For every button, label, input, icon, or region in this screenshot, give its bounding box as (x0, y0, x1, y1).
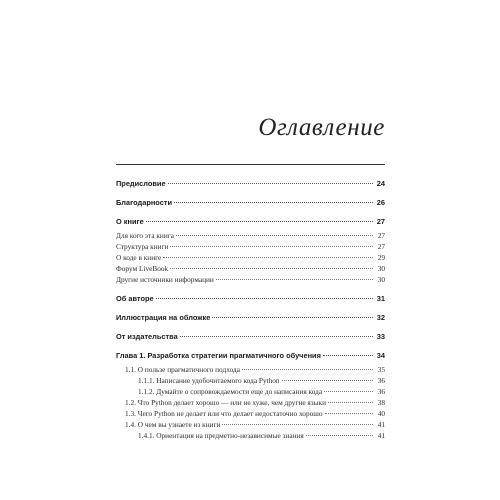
toc-entry-page: 36 (377, 387, 385, 396)
toc-entry-audience[interactable] (116, 231, 385, 241)
dot-leader (328, 402, 373, 403)
toc-entry-title: О коде в книге (116, 253, 162, 262)
toc-entry-section-1-1-2[interactable] (138, 387, 385, 397)
toc-entry-title: 1.4.1. Ориентация на предметно-независимые знания (138, 431, 304, 440)
dot-leader (170, 268, 373, 269)
toc-entry-page: 31 (376, 294, 385, 303)
toc-entry-title: Глава 1. Разработка стратегии прагматичного обучения (116, 351, 321, 360)
top-rule (116, 164, 385, 165)
toc-entry-other-sources[interactable] (116, 275, 385, 285)
toc-entry-chapter-1[interactable] (116, 351, 385, 361)
toc-entry-section-1-4-1[interactable] (138, 431, 385, 441)
toc-entry-structure[interactable] (116, 242, 385, 252)
toc-entry-page: 32 (376, 313, 385, 322)
dot-leader (168, 183, 373, 184)
toc-entry-page: 33 (376, 332, 385, 341)
toc-entry-page: 38 (377, 398, 385, 407)
dot-leader (156, 298, 373, 299)
toc-entry-page: 34 (376, 351, 385, 360)
toc-entry-title: Об авторе (116, 294, 154, 303)
toc-entry-title: Для кого эта книга (116, 231, 174, 240)
toc-entry-page: 27 (377, 242, 385, 251)
dot-leader (282, 380, 373, 381)
toc-entry-page: 30 (377, 275, 385, 284)
toc-entry-title: 1.1.2. Думайте о сопровождаемости еще до написания кода (138, 387, 323, 396)
toc-entry-title: 1.2. Что Python делает хорошо — или не хуже, чем другие языки (125, 398, 327, 407)
toc-entry-page: 24 (376, 179, 385, 188)
dot-leader (306, 435, 373, 436)
toc-entry-page: 29 (377, 253, 385, 262)
dot-leader (325, 413, 373, 414)
toc-entry-title: Структура книги (116, 242, 169, 251)
toc-entry-about-author[interactable] (116, 294, 385, 304)
dot-leader (216, 279, 373, 280)
toc-entry-cover-illustration[interactable] (116, 313, 385, 323)
toc-entry-code[interactable] (116, 253, 385, 263)
toc-entry-section-1-3[interactable] (125, 409, 385, 419)
dot-leader (170, 246, 373, 247)
toc-entry-title: Иллюстрация на обложке (116, 313, 211, 322)
toc-entry-livebook[interactable] (116, 264, 385, 274)
dot-leader (163, 257, 373, 258)
dot-leader (242, 369, 373, 370)
toc-entry-about-book[interactable] (116, 217, 385, 227)
toc-entry-title: 1.4. О чем вы узнаете из книги (125, 420, 221, 429)
toc-entry-page: 35 (377, 365, 385, 374)
toc-entry-page: 40 (377, 409, 385, 418)
toc-entry-title: 1.1.1. Написание удобочитаемого кода Python (138, 376, 280, 385)
toc-entry-section-1-4[interactable] (125, 420, 385, 430)
toc-entry-title: Предисловие (116, 179, 166, 188)
dot-leader (180, 336, 373, 337)
dot-leader (323, 355, 373, 356)
toc-entry-page: 41 (377, 420, 385, 429)
dot-leader (212, 317, 373, 318)
toc-entry-page: 41 (377, 431, 385, 440)
dot-leader (222, 424, 373, 425)
toc-entry-page: 27 (376, 217, 385, 226)
toc-entry-title: 1.3. Чего Python не делает или что делает недостаточно хорошо (125, 409, 323, 418)
toc-heading: Оглавление (258, 114, 385, 141)
toc-entry-title: От издательства (116, 332, 178, 341)
dot-leader (146, 221, 373, 222)
toc-entry-page: 36 (377, 376, 385, 385)
dot-leader (324, 391, 373, 392)
toc-entry-title: Другие источники информации (116, 275, 214, 284)
toc-entry-page: 26 (376, 198, 385, 207)
toc-entry-publisher[interactable] (116, 332, 385, 342)
toc-entry-title: Благодарности (116, 198, 172, 207)
toc-entry-page: 27 (377, 231, 385, 240)
toc-entry-section-1-1[interactable] (125, 365, 385, 375)
toc-entry-title: Форум LiveBook (116, 264, 169, 273)
toc-entry-section-1-1-1[interactable] (138, 376, 385, 386)
toc-entry-page: 30 (377, 264, 385, 273)
toc-entry-title: 1.1. О пользе прагматичного подхода (125, 365, 240, 374)
toc-entry-preface[interactable] (116, 179, 385, 189)
toc-entry-acknowledgements[interactable] (116, 198, 385, 208)
dot-leader (174, 202, 373, 203)
dot-leader (176, 235, 373, 236)
toc-entry-title: О книге (116, 217, 144, 226)
toc-entry-section-1-2[interactable] (125, 398, 385, 408)
